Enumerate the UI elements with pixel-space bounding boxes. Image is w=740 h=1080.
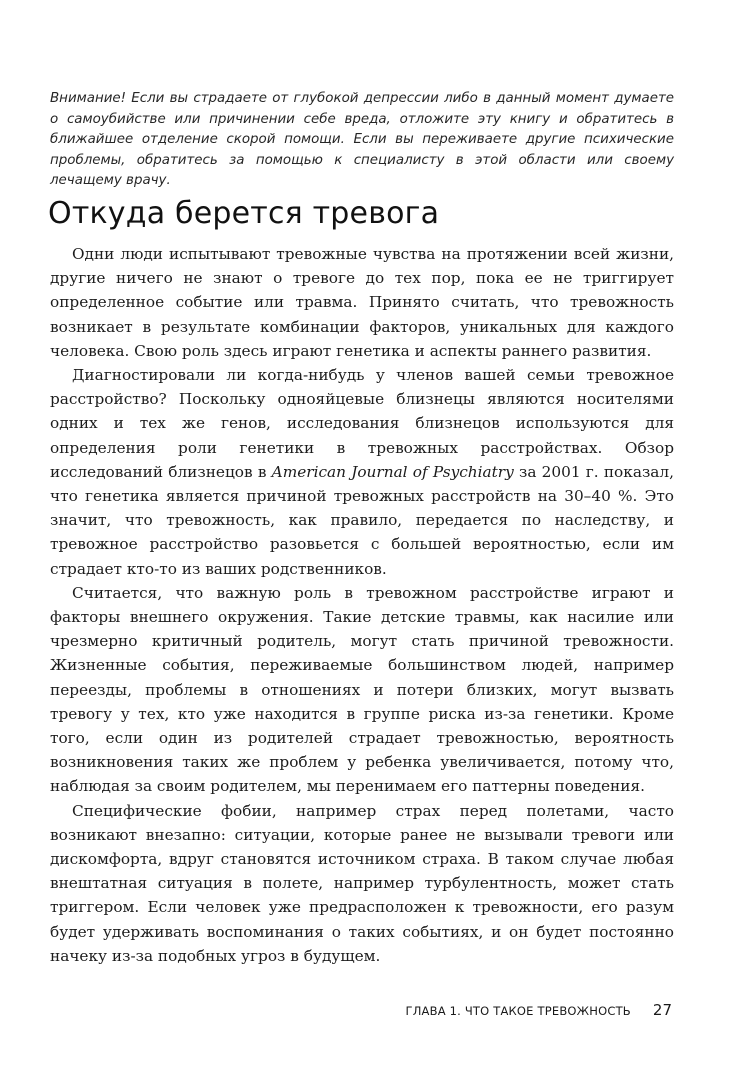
running-head: ГЛАВА 1. ЧТО ТАКОЕ ТРЕВОЖНОСТЬ xyxy=(405,1004,631,1018)
section-body xyxy=(50,242,674,968)
journal-title: American Journal of Psychiatry xyxy=(271,462,514,481)
paragraph-2-text-before: Диагностировали ли когда-нибудь у членов вашей семьи тревожное расстройство? Поскольку однояйцевые близнецы являются носителями одних и тех же генов, исследования близнецов используются для определения роли генетики в тревожных расстройствах. Обзор исследований близнецов в xyxy=(50,366,674,481)
paragraph-2-text-after: за 2001 г. показал, что генетика является причиной тревожных расстройств на 30–40 %. Это значит, что тревожность, как правило, передается по наследству, и тревожное расстройство разовьется с большей вероятностью, если им страдает кто-то из ваших родственников. xyxy=(50,462,674,578)
page-number: 27 xyxy=(652,1001,672,1019)
paragraph-4: Специфические фобии, например страх перед полетами, часто возникают внезапно: ситуации, которые ранее не вызывали тревоги или дискомфорта, вдруг становятся источником страха. В таком случае любая внештатная ситуация в полете, например турбулентность, может стать триггером. Если человек уже предрасположен к тревожности, его разум будет удерживать воспоминания о таких событиях, и он будет постоянно начеку из-за подобных угроз в будущем. xyxy=(50,801,674,965)
page-footer xyxy=(405,1001,672,1019)
section-title: Откуда берется тревога xyxy=(48,196,440,231)
paragraph-3: Считается, что важную роль в тревожном расстройстве играют и факторы внешнего окружения. Такие детские травмы, как насилие или чрезмерно критичный родитель, могут стать причиной тревожности. Жизненные события, переживаемые большинством людей, например переезды, проблемы в отношениях и потери близких, могут вызвать тревогу у тех, кто уже находится в группе риска из-за генетики. Кроме того, если один из родителей страдает тревожностью, вероятность возникновения таких же проблем у ребенка увеличивается, потому что, наблюдая за своим родителем, мы перенимаем его паттерны поведения. xyxy=(50,583,674,796)
paragraph-1: Одни люди испытывают тревожные чувства на протяжении всей жизни, другие ничего не знают о тревоге до тех пор, пока ее не триггирует определенное событие или травма. Принято считать, что тревожность возникает в результате комбинации факторов, уникальных для каждого человека. Свою роль здесь играют генетика и аспекты раннего развития. xyxy=(50,245,674,360)
warning-notice: Внимание! Если вы страдаете от глубокой депрессии либо в данный момент думаете о самоубийстве или причинении себе вреда, отложите эту книгу и обратитесь в ближайшее отделение скорой помощи. Если вы переживаете другие психические проблемы, обратитесь за помощью к специалисту в этой области или своему лечащему врачу. xyxy=(50,91,674,189)
paragraph-2 xyxy=(50,363,674,581)
